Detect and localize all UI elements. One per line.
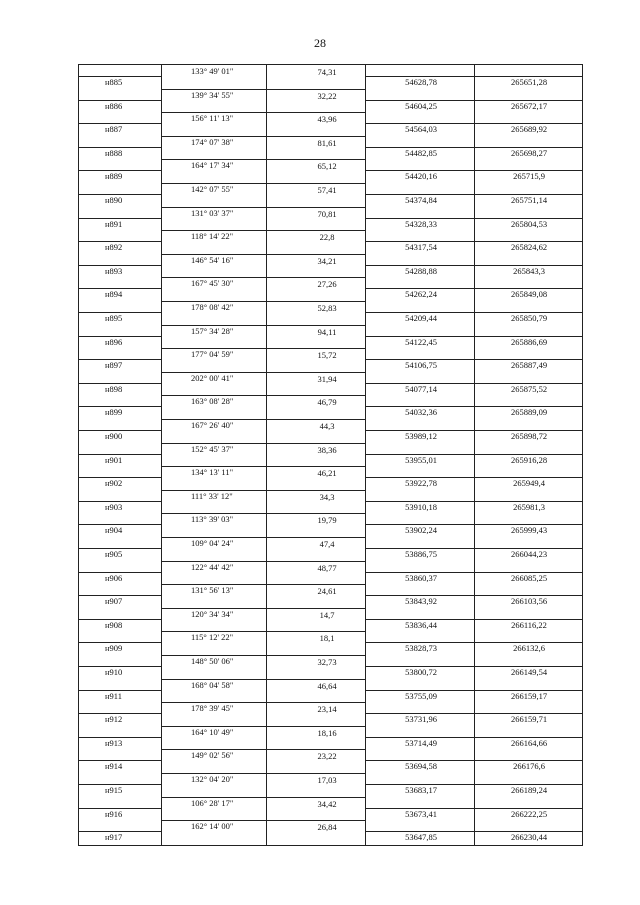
x-coordinate-cell: 54122,45 [405,336,437,347]
x-coordinate-cell: 53800,72 [405,667,437,677]
distance-cell: 32,73 [317,657,337,667]
table-row [79,325,582,349]
y-coordinate-cell: 265751,14 [510,195,548,205]
point-id-cell: н901 [105,454,123,465]
y-coordinate-cell: 266044,23 [510,549,548,559]
y-coordinate-cell: 265850,79 [510,313,548,323]
table-row [79,89,582,113]
table-row [79,584,582,608]
y-coordinate-cell: 266159,71 [510,714,548,725]
distance-cell: 46,79 [317,397,337,408]
distance-cell: 18,1 [319,633,335,644]
y-coordinate-cell: 265824,62 [510,242,548,253]
point-id-cell: н899 [105,407,123,418]
point-id-cell: н906 [105,572,123,583]
distance-cell: 94,11 [317,326,337,337]
point-id-cell: н892 [105,242,123,253]
y-coordinate-cell: 266176,6 [513,761,545,772]
table-row [79,395,582,419]
y-coordinate-cell: 265672,17 [510,100,548,111]
table-row [79,608,582,632]
angle-cell: 134° 13' 11" [191,467,234,478]
point-id-cell: н915 [105,785,123,795]
distance-cell: 14,7 [319,609,335,620]
point-id-cell: н894 [105,289,123,300]
x-coordinate-cell: 53694,58 [405,761,437,772]
y-coordinate-cell: 265689,92 [510,124,548,135]
distance-cell: 38,36 [317,444,337,455]
angle-cell: 168° 04' 58" [191,679,234,690]
y-coordinate-cell: 265999,43 [510,525,548,536]
y-coordinate-cell: 266132,6 [513,643,545,654]
y-coordinate-cell: 265887,49 [510,360,548,371]
angle-cell: 111° 33' 12" [191,490,233,501]
y-coordinate-cell: 266159,17 [510,690,548,701]
x-coordinate-cell: 53683,17 [405,785,437,795]
point-id-cell: н911 [105,690,122,701]
point-id-cell: н914 [105,761,123,772]
point-id-cell: н912 [105,714,123,725]
coordinates-table [78,64,583,846]
point-id-cell: н908 [105,619,123,630]
point-id-cell: н904 [105,525,123,536]
table-row [79,679,582,703]
table-row [79,797,582,821]
distance-cell: 46,64 [317,680,337,691]
table-row [79,207,582,231]
x-coordinate-cell: 53843,92 [405,596,437,607]
table-row [79,561,582,585]
angle-cell: 202° 00' 41" [191,372,234,383]
table-row [79,65,582,89]
y-coordinate-cell: 265886,69 [510,336,548,347]
point-id-cell: н903 [105,501,123,512]
distance-cell: 17,03 [317,775,337,785]
angle-cell: 132° 04' 20" [191,774,234,784]
angle-cell: 118° 14' 22" [191,231,234,242]
x-coordinate-cell: 54032,36 [405,407,437,418]
angle-cell: 113° 39' 03" [191,514,234,525]
point-id-cell: н905 [105,549,123,559]
y-coordinate-cell: 265898,72 [510,431,548,441]
point-id-cell: н900 [105,431,123,441]
y-coordinate-cell: 266189,24 [510,785,548,795]
angle-cell: 156° 11' 13" [191,113,234,124]
table-row [79,183,582,207]
table-row [79,254,582,278]
point-id-cell: н909 [105,643,123,654]
y-coordinate-cell: 265949,4 [513,478,545,489]
point-id-cell: н897 [105,360,123,371]
angle-cell: 152° 45' 37" [191,443,234,454]
table-row [79,466,582,490]
x-coordinate-cell: 53828,73 [405,643,437,654]
point-id-cell: н891 [105,218,123,229]
angle-cell: 106° 28' 17" [191,797,234,808]
point-id-cell: н898 [105,383,123,394]
angle-cell: 164° 10' 49" [191,726,234,737]
x-coordinate-cell: 53647,85 [405,832,437,843]
point-id-cell: н896 [105,336,123,347]
x-coordinate-cell: 54482,85 [405,147,437,158]
point-id-cell: н890 [105,195,123,205]
table-row [79,537,582,561]
distance-cell: 27,26 [317,279,337,290]
x-coordinate-cell: 54209,44 [405,313,437,323]
y-coordinate-cell: 266103,56 [510,596,548,607]
distance-cell: 34,42 [317,798,337,809]
distance-cell: 57,41 [317,185,337,195]
distance-cell: 81,61 [317,137,337,148]
angle-cell: 133° 49' 01" [191,66,234,76]
point-id-cell: н917 [105,832,123,843]
table-row [79,159,582,183]
distance-cell: 44,3 [319,421,335,431]
table-row [79,726,582,750]
point-id-cell: н895 [105,313,123,323]
angle-cell: 167° 26' 40" [191,420,234,430]
distance-cell: 46,21 [317,468,337,479]
angle-cell: 146° 54' 16" [191,254,234,265]
distance-cell: 48,77 [317,562,337,573]
point-id-cell: н887 [105,124,123,135]
point-id-cell: н889 [105,171,123,182]
table-row [79,301,582,325]
table-row [79,773,582,797]
x-coordinate-cell: 53902,24 [405,525,437,536]
point-id-cell: н888 [105,147,123,158]
x-coordinate-cell: 54604,25 [405,100,437,111]
distance-cell: 74,31 [317,67,337,77]
angle-cell: 178° 39' 45" [191,703,234,714]
table-row [79,749,582,773]
distance-cell: 18,16 [317,727,337,738]
y-coordinate-cell: 265698,27 [510,147,548,158]
y-coordinate-cell: 265916,28 [510,454,548,465]
x-coordinate-cell: 53989,12 [405,431,437,441]
table-row [79,372,582,396]
x-coordinate-cell: 53731,96 [405,714,437,725]
x-coordinate-cell: 53922,78 [405,478,437,489]
angle-cell: 177° 04' 59" [191,349,234,360]
angle-cell: 122° 44' 42" [191,561,234,572]
distance-cell: 24,61 [317,586,337,597]
y-coordinate-cell: 265875,52 [510,383,548,394]
x-coordinate-cell: 53910,18 [405,501,437,512]
angle-cell: 131° 03' 37" [191,207,234,218]
distance-cell: 32,22 [317,90,337,101]
x-coordinate-cell: 53955,01 [405,454,437,465]
table-row [79,112,582,136]
angle-cell: 163° 08' 28" [191,396,234,407]
table-row [79,419,582,443]
table-row [79,631,582,655]
table-row [79,136,582,160]
angle-cell: 157° 34' 28" [191,325,234,336]
angle-cell: 109° 04' 24" [191,538,234,548]
x-coordinate-cell: 54077,14 [405,383,437,394]
angle-cell: 148° 50' 06" [191,656,234,666]
angle-cell: 162° 14' 00" [191,821,234,832]
table-row [79,443,582,467]
y-coordinate-cell: 265843,3 [513,265,545,276]
point-id-cell: н886 [105,100,123,111]
angle-cell: 149° 02' 56" [191,750,234,761]
distance-cell: 23,22 [317,751,337,762]
y-coordinate-cell: 265804,53 [510,218,548,229]
x-coordinate-cell: 54628,78 [405,77,437,87]
point-id-cell: н885 [105,77,123,87]
table-row [79,490,582,514]
distance-cell: 15,72 [317,350,337,361]
x-coordinate-cell: 53673,41 [405,808,437,819]
angle-cell: 120° 34' 34" [191,608,234,619]
angle-cell: 139° 34' 55" [191,89,234,100]
x-coordinate-cell: 54262,24 [405,289,437,300]
point-id-cell: н916 [105,808,123,819]
angle-cell: 131° 56' 13" [191,585,234,596]
y-coordinate-cell: 265715,9 [513,171,545,182]
distance-cell: 34,3 [319,491,335,502]
distance-cell: 52,83 [317,303,337,313]
x-coordinate-cell: 53886,75 [405,549,437,559]
y-coordinate-cell: 265981,3 [513,501,545,512]
x-coordinate-cell: 54420,16 [405,171,437,182]
y-coordinate-cell: 265651,28 [510,77,548,87]
angle-cell: 167° 45' 30" [191,278,234,289]
x-coordinate-cell: 53860,37 [405,572,437,583]
angle-cell: 178° 08' 42" [191,302,234,312]
x-coordinate-cell: 54328,33 [405,218,437,229]
point-id-cell: н893 [105,265,123,276]
angle-cell: 174° 07' 38" [191,136,234,147]
table-row [79,820,582,844]
table-row [79,277,582,301]
angle-cell: 164° 17' 34" [191,160,234,171]
distance-cell: 34,21 [317,255,337,266]
x-coordinate-cell: 54288,88 [405,265,437,276]
x-coordinate-cell: 54317,54 [405,242,437,253]
table-row [79,655,582,679]
table-row [79,513,582,537]
x-coordinate-cell: 54374,84 [405,195,437,205]
point-id-cell: н910 [105,667,123,677]
x-coordinate-cell: 53755,09 [405,690,437,701]
table-row [79,702,582,726]
angle-cell: 142° 07' 55" [191,184,234,194]
distance-cell: 65,12 [317,161,337,172]
point-id-cell: н907 [105,596,123,607]
y-coordinate-cell: 266116,22 [511,619,547,630]
y-coordinate-cell: 266149,54 [510,667,548,677]
distance-cell: 70,81 [317,208,337,219]
x-coordinate-cell: 54564,03 [405,124,437,135]
table-row [79,348,582,372]
y-coordinate-cell: 266222,25 [510,808,548,819]
y-coordinate-cell: 266085,25 [510,572,548,583]
distance-cell: 19,79 [317,515,337,526]
point-id-cell: н902 [105,478,123,489]
x-coordinate-cell: 53836,44 [405,619,437,630]
x-coordinate-cell: 54106,75 [405,360,437,371]
distance-cell: 47,4 [319,539,335,549]
distance-cell: 22,8 [319,232,335,243]
distance-cell: 23,14 [317,704,337,715]
distance-cell: 31,94 [317,373,337,384]
point-id-cell: н913 [105,737,123,748]
table-row [79,230,582,254]
y-coordinate-cell: 266164,66 [510,737,548,748]
x-coordinate-cell: 53714,49 [405,737,437,748]
y-coordinate-cell: 266230,44 [510,832,548,843]
y-coordinate-cell: 265849,08 [510,289,548,300]
distance-cell: 26,84 [317,822,337,833]
distance-cell: 43,96 [317,114,337,125]
page-number: 28 [314,36,326,50]
angle-cell: 115° 12' 22" [191,632,234,643]
y-coordinate-cell: 265889,09 [510,407,548,418]
